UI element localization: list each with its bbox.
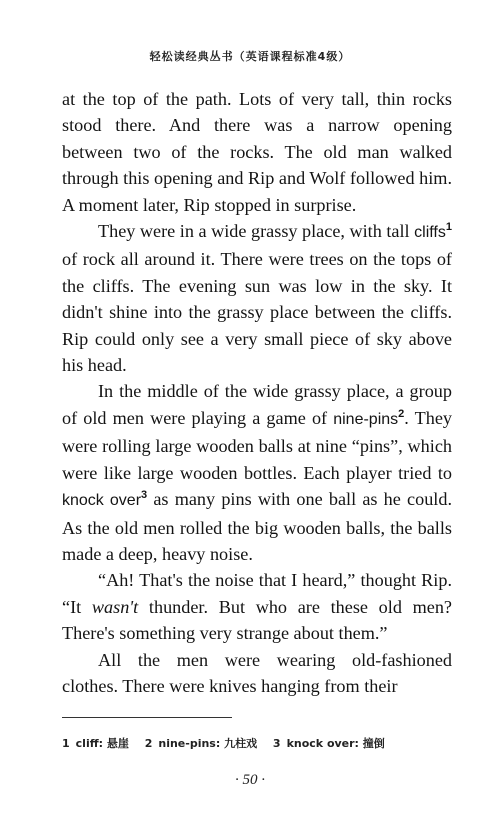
footnote-divider <box>62 717 232 718</box>
emphasis: wasn't <box>91 596 139 617</box>
footnote-marker: 3 <box>141 489 148 502</box>
text-run: All the men were wearing old-fashioned clothes. There were knives hanging from their <box>62 649 452 696</box>
glossed-term: knock over <box>62 492 142 510</box>
footnote-3: 3 knock over: 撞倒 <box>272 737 385 750</box>
text-run: In the middle of the wide grassy place, a group of old men were playing a game of <box>62 381 452 428</box>
footnote-2: 2 nine-pins: 九柱戏 <box>144 737 258 750</box>
text-run: at the top of the path. Lots of very tall, thin rocks stood there. And there was a narrow opening between two of the rocks. The old man walked through this opening and Rip and Wolf followed him. A moment later, Rip stopped in surprise. <box>62 89 452 215</box>
paragraph-2 <box>62 218 452 378</box>
text-run: “Ah! That's the noise that I heard,” thought Rip. “It <box>62 570 452 617</box>
page-number: · 50 · <box>235 772 265 788</box>
text-run: They were in a wide grassy place, with tall <box>98 221 415 242</box>
footnote-marker: 1 <box>445 221 452 234</box>
footnote-marker: 2 <box>398 407 405 420</box>
glossed-term: nine-pins <box>333 410 399 428</box>
glossed-term: cliffs <box>414 224 446 242</box>
paragraph-4 <box>62 567 452 646</box>
paragraph-3 <box>62 378 452 567</box>
running-header: 轻松读经典丛书（英语课程标准4级） <box>149 50 351 63</box>
text-run: as many pins with one ball as he could. As the old men rolled the big wooden balls, the balls made a deep, heavy noise. <box>62 489 452 564</box>
paragraph-5 <box>62 647 452 700</box>
footnote-1: 1 cliff: 悬崖 <box>62 737 129 750</box>
paragraph-1 <box>62 86 452 218</box>
text-run: of rock all around it. There were trees on the tops of the cliffs. The evening sun was low in the sky. It didn't shine into the grassy place between the cliffs. Rip could only see a very small piece of sky above his head. <box>62 249 452 376</box>
text-run: . They were rolling large wooden balls at nine “pins”, which were like large wooden bottles. Each player tried to <box>62 407 452 483</box>
body-text <box>62 86 452 699</box>
footnotes <box>62 735 462 751</box>
text-run: thunder. But who are these old men? There's something very strange about them.” <box>62 596 452 644</box>
